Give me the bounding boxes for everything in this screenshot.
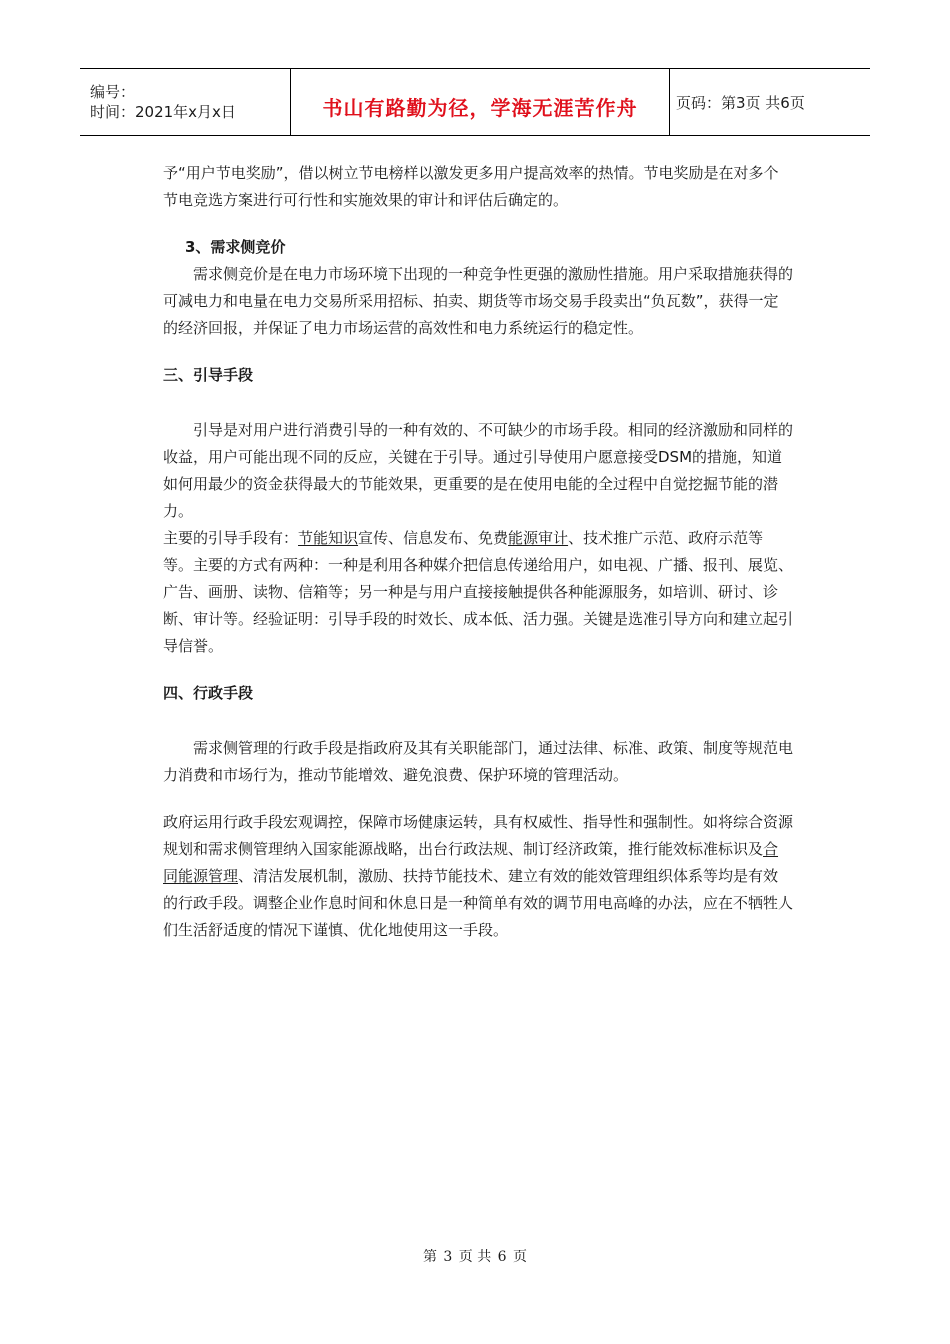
header-page-cell	[670, 69, 871, 136]
footer-total-pages: 6	[497, 1249, 507, 1265]
paragraph-saving-reward: 予“用户节电奖励”，借以树立节电榜样以激发更多用户提高效率的热情。节电奖励是在对多个节电竞选方案进行可行性和实施效果的审计和评估后确定的。	[163, 164, 779, 209]
footer-suffix: 页	[513, 1249, 528, 1265]
header-motto-cell	[291, 69, 670, 136]
paragraph-demand-bidding: 需求侧竞价是在电力市场环境下出现的一种竞争性更强的激励性措施。用户采取措施获得的可减电力和电量在电力交易所采用招标、拍卖、期货等市场交易手段卖出“负瓦数”，获得一定的经济回报，并保证了电力市场运营的高效性和电力系统运行的稳定性。	[163, 265, 794, 337]
link-contract-energy-management[interactable]: 合同能源管理	[163, 840, 779, 885]
text-fragment: 宣传、信息发布、免费	[358, 529, 509, 547]
section-heading-guidance: 三、引导手段	[163, 366, 254, 384]
text-fragment: 、技术推广示范、政府示范等等。主要的方式有两种：一种是利用各种媒介把信息传递给用户，如电视、广播、报刊、展览、广告、画册、读物、信箱等；另一种是与用户直接接触提供各种能源服务，如培训、研讨、诊断、审计等。经验证明：引导手段的时效长、成本低、活力强。关键是选准引导方向和建立起引导信誉。	[163, 529, 794, 655]
paragraph-guidance-methods	[163, 525, 793, 660]
header-motto: 书山有路勤为径，学海无涯苦作舟	[322, 95, 638, 120]
paragraph-guidance-intro: 引导是对用户进行消费引导的一种有效的、不可缺少的市场手段。相同的经济激励和同样的收益，用户可能出现不同的反应，关键在于引导。通过引导使用户愿意接受DSM的措施，知道如何用最少的资金获得最大的节能效果，更重要的是在使用电能的全过程中自觉挖掘节能的潜力。	[163, 421, 794, 520]
text-fragment: 、清洁发展机制，激励、扶持节能技术、建立有效的能效管理组织体系等均是有效的行政手段。调整企业作息时间和休息日是一种简单有效的调节用电高峰的办法，应在不牺牲人们生活舒适度的情况下谨慎、优化地使用这一手段。	[163, 867, 794, 939]
page-header	[80, 68, 870, 136]
document-body	[163, 160, 793, 944]
link-energy-knowledge[interactable]: 节能知识	[298, 529, 359, 547]
text-fragment: 政府运用行政手段宏观调控，保障市场健康运转，具有权威性、指导性和强制性。如将综合资源规划和需求侧管理纳入国家能源战略，出台行政法规、制订经济政策，推行能效标准标识及	[163, 813, 794, 858]
document-date-label: 时间：2021年x月x日	[90, 103, 236, 121]
page-footer	[0, 1246, 950, 1266]
paragraph-administrative-detail	[163, 809, 793, 944]
header-meta-cell	[80, 69, 291, 136]
footer-current-page: 3	[443, 1249, 453, 1265]
paragraph-administrative-intro: 需求侧管理的行政手段是指政府及其有关职能部门，通过法律、标准、政策、制度等规范电力消费和市场行为，推动节能增效、避免浪费、保护环境的管理活动。	[163, 739, 794, 784]
text-fragment: 主要的引导手段有：	[163, 529, 299, 547]
footer-prefix: 第	[422, 1249, 437, 1265]
header-page-number: 页码：第3页 共6页	[676, 93, 805, 112]
link-energy-audit[interactable]: 能源审计	[508, 529, 569, 547]
section-heading-administrative: 四、行政手段	[163, 684, 254, 702]
footer-mid: 页 共	[458, 1249, 492, 1265]
document-number-label: 编号：	[90, 83, 136, 101]
subheading-demand-bidding: 3、需求侧竞价	[185, 238, 286, 256]
